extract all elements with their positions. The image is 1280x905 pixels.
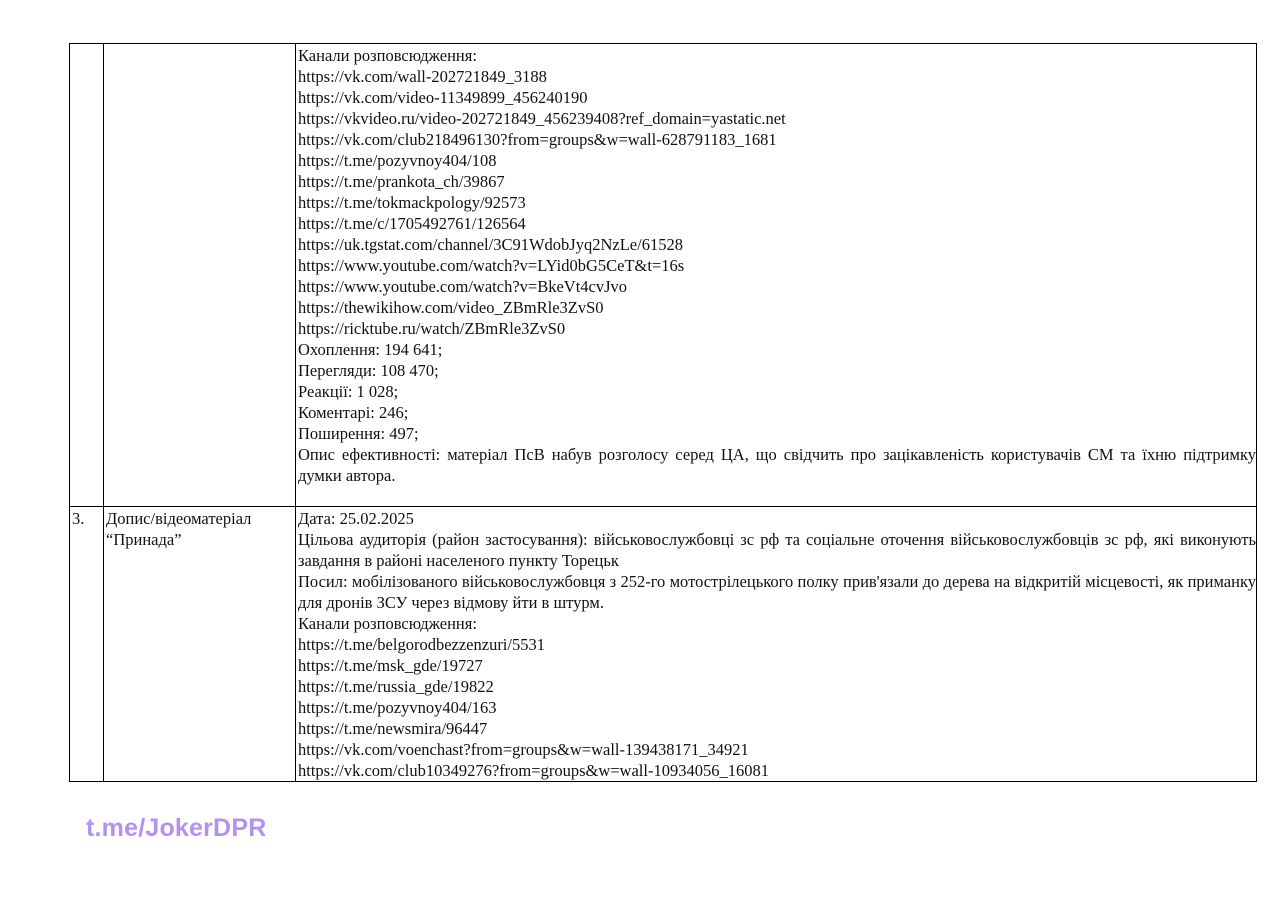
channel-link[interactable]: https://vk.com/club10349276?from=groups&w=wall-10934056_16081 (298, 761, 769, 780)
channel-link[interactable]: https://t.me/tokmackpology/92573 (298, 193, 526, 212)
item-title-line: “Принада” (106, 530, 182, 549)
channel-link[interactable]: https://ricktube.ru/watch/ZBmRle3ZvS0 (298, 319, 566, 338)
channel-link[interactable]: https://thewikihow.com/video_ZBmRle3ZvS0 (298, 298, 604, 317)
item-title-cell (104, 44, 296, 507)
content-paragraph: Опис ефективності: матеріал ПсВ набув розголосу серед ЦА, що свідчить про зацікавленість користувачів СМ та їхню підтримку думки автора. (298, 445, 1256, 485)
table-row (70, 44, 1257, 507)
channel-link[interactable]: https://vk.com/wall-202721849_3188 (298, 67, 547, 86)
channel-link[interactable]: https://t.me/prankota_ch/39867 (298, 172, 505, 191)
content-paragraph: Посил: мобілізованого військовослужбовця з 252-го мотострілецького полку прив'язали до дерева на відкритій місцевості, як приманку для дронів ЗСУ через відмову йти в штурм. (298, 572, 1256, 612)
channel-link[interactable]: https://vk.com/voenchast?from=groups&w=wall-139438171_34921 (298, 740, 749, 759)
content-line: Охоплення: 194 641; (298, 340, 443, 359)
channel-link[interactable]: https://www.youtube.com/watch?v=BkeVt4cvJvo (298, 277, 628, 296)
item-title-cell (104, 507, 296, 782)
channel-link[interactable]: https://t.me/newsmira/96447 (298, 719, 488, 738)
content-paragraph: Цільова аудиторія (район застосування): військовослужбовці зс рф та соціальне оточення військовослужбовців зс рф, які виконують завдання в районі населеного пункту Торецьк (298, 530, 1256, 570)
content-line: Дата: 25.02.2025 (298, 509, 414, 528)
row-number: 3. (72, 509, 85, 528)
item-content-cell (296, 44, 1257, 507)
item-content-cell (296, 507, 1257, 782)
content-line: Коментарі: 246; (298, 403, 409, 422)
channel-link[interactable]: https://vkvideo.ru/video-202721849_456239408?ref_domain=yastatic.net (298, 109, 786, 128)
channel-link[interactable]: https://t.me/c/1705492761/126564 (298, 214, 526, 233)
row-number-cell (70, 507, 104, 782)
channel-link[interactable]: https://vk.com/club218496130?from=groups&w=wall-628791183_1681 (298, 130, 777, 149)
report-table (69, 43, 1257, 782)
watermark-text: t.me/JokerDPR (86, 814, 267, 842)
content-line: Поширення: 497; (298, 424, 419, 443)
row-number-cell (70, 44, 104, 507)
channel-link[interactable]: https://www.youtube.com/watch?v=LYid0bG5CeT&t=16s (298, 256, 685, 275)
item-title-line: Допис/відеоматеріал (106, 509, 252, 528)
channel-link[interactable]: https://t.me/pozyvnoy404/108 (298, 151, 497, 170)
channel-link[interactable]: https://t.me/belgorodbezzenzuri/5531 (298, 635, 545, 654)
channel-link[interactable]: https://t.me/pozyvnoy404/163 (298, 698, 497, 717)
table-row (70, 507, 1257, 782)
channel-link[interactable]: https://t.me/russia_gde/19822 (298, 677, 494, 696)
channel-link[interactable]: https://t.me/msk_gde/19727 (298, 656, 483, 675)
content-line: Канали розповсюдження: (298, 46, 477, 65)
channel-link[interactable]: https://vk.com/video-11349899_456240190 (298, 88, 588, 107)
channel-link[interactable]: https://uk.tgstat.com/channel/3C91WdobJyq2NzLe/61528 (298, 235, 683, 254)
content-line: Канали розповсюдження: (298, 614, 477, 633)
content-line: Реакції: 1 028; (298, 382, 399, 401)
content-line: Перегляди: 108 470; (298, 361, 439, 380)
